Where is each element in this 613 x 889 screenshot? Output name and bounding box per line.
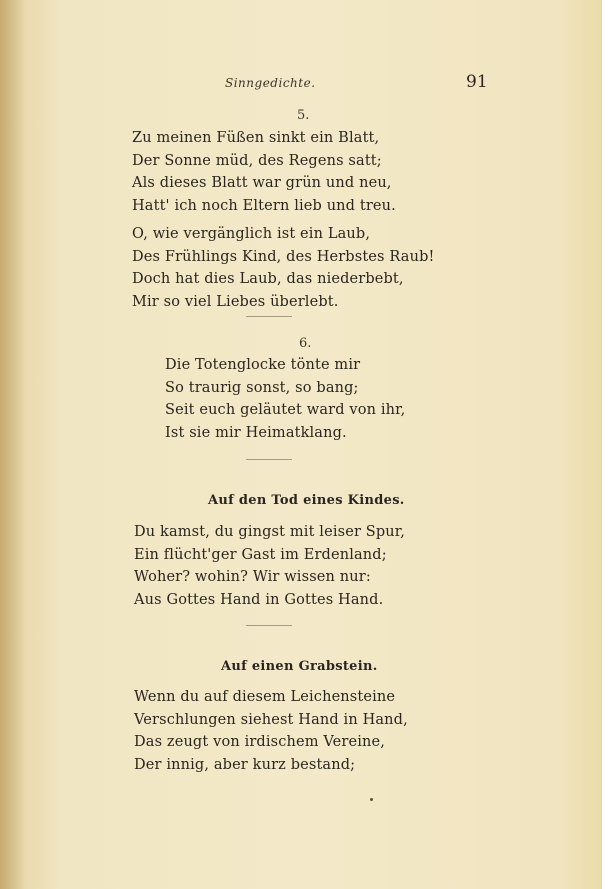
- poem-grabstein-stanza-1: [134, 686, 408, 776]
- verse-line: Ein flücht'ger Gast im Erdenland;: [134, 546, 387, 563]
- poem-5-stanza-2: [132, 223, 434, 313]
- poem-kindes-stanza-1: [134, 521, 405, 611]
- verse-line: Zu meinen Füßen sinkt ein Blatt,: [132, 130, 380, 146]
- poem-6-stanza-1: [165, 354, 405, 444]
- verse-line: Mir so viel Liebes überlebt.: [132, 293, 339, 310]
- page-gutter-shadow: [0, 0, 26, 889]
- verse-line: Das zeugt von irdischem Vereine,: [134, 734, 385, 750]
- poem-5-number: 5.: [297, 108, 310, 123]
- verse-line: Doch hat dies Laub, das niederbebt,: [132, 271, 404, 287]
- poem-5-stanza-1: [132, 127, 396, 217]
- verse-line: Die Totenglocke tönte mir: [165, 357, 361, 373]
- verse-line: O, wie vergänglich ist ein Laub,: [132, 226, 371, 242]
- poem-6-number: 6.: [299, 336, 312, 351]
- section-divider: [246, 459, 292, 460]
- poem-title-grabstein: Auf einen Grabstein.: [221, 659, 378, 674]
- verse-line: Als dieses Blatt war grün und neu,: [132, 175, 392, 191]
- verse-line: Du kamst, du gingst mit leiser Spur,: [134, 524, 406, 540]
- verse-line: Aus Gottes Hand in Gottes Hand.: [134, 591, 384, 608]
- section-divider: [246, 316, 292, 317]
- verse-line: Wenn du auf diesem Leichensteine: [134, 689, 396, 705]
- page-number: 91: [466, 72, 488, 92]
- verse-line: Der innig, aber kurz bestand;: [134, 756, 356, 773]
- verse-line: Woher? wohin? Wir wissen nur:: [134, 569, 371, 585]
- verse-line: Der Sonne müd, des Regens satt;: [132, 152, 382, 169]
- section-divider: [246, 625, 292, 626]
- verse-line: Ist sie mir Heimatklang.: [165, 424, 347, 441]
- verse-line: Hatt' ich noch Eltern lieb und treu.: [132, 197, 396, 214]
- verse-line: Des Frühlings Kind, des Herbstes Raub!: [132, 248, 435, 265]
- verse-line: Verschlungen siehest Hand in Hand,: [134, 711, 408, 728]
- verse-line: So traurig sonst, so bang;: [165, 379, 359, 396]
- poem-title-kindes: Auf den Tod eines Kindes.: [208, 493, 405, 508]
- paper-speck: [370, 798, 373, 801]
- verse-line: Seit euch geläutet ward von ihr,: [165, 402, 406, 418]
- running-head: Sinngedichte.: [225, 76, 316, 90]
